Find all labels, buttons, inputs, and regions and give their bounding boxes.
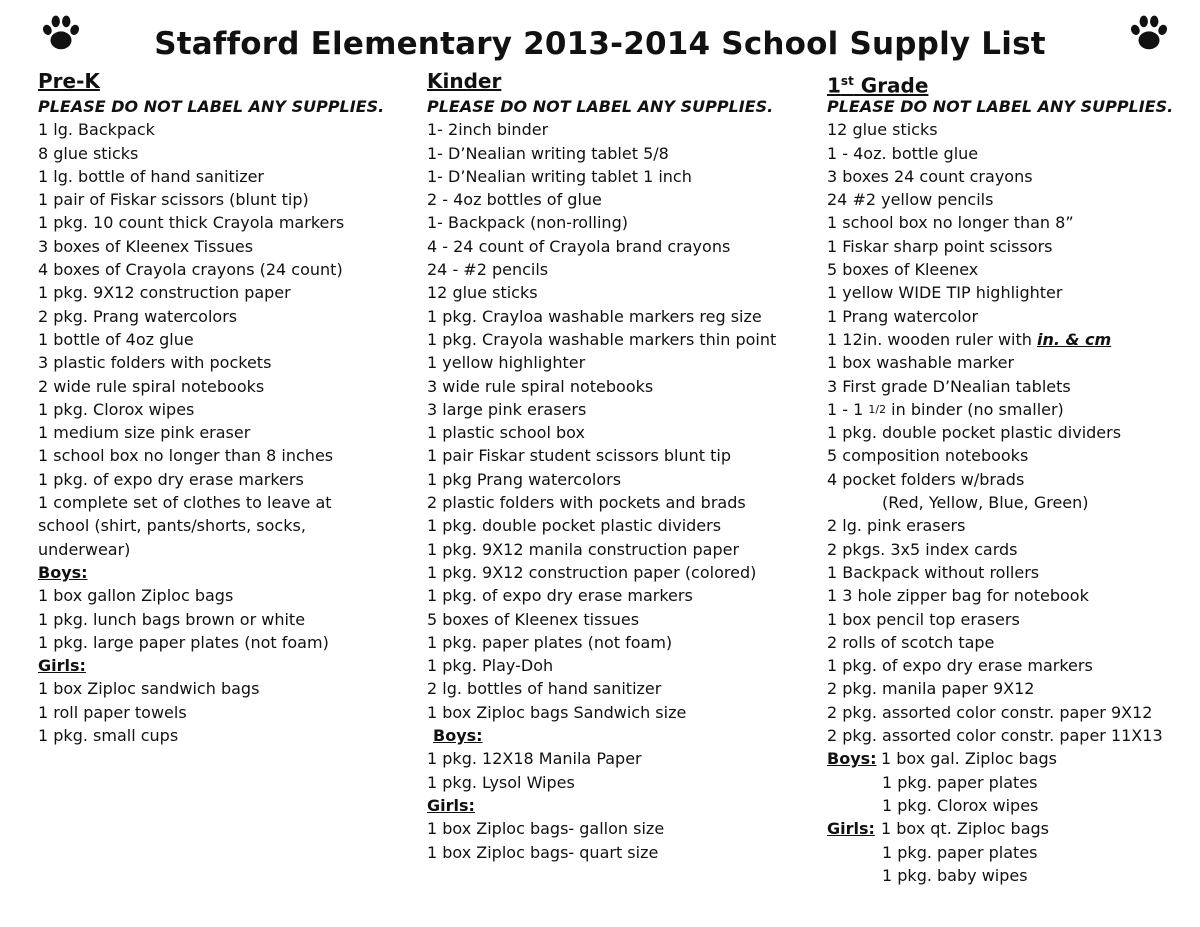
list-item: 2 pkgs. 3x5 index cards [827, 539, 1018, 559]
list-item: Girls: 1 box qt. Ziploc bags [827, 817, 1192, 840]
list-item: Boys: 1 box gal. Ziploc bags [827, 747, 1192, 770]
list-item: 1- D’Nealian writing tablet 1 inch [427, 166, 692, 186]
list-item: 1 pkg Prang watercolors [427, 469, 622, 489]
list-item: 1 pkg. of expo dry erase markers [427, 586, 693, 606]
list-item: 2 - 4oz bottles of glue [427, 190, 602, 210]
kinder-heading: Kinder [427, 69, 502, 93]
list-item: 1 pkg. 9X12 construction paper (colored) [427, 562, 757, 582]
list-item: 1 pkg. small cups [38, 726, 179, 746]
list-item: 1 pkg. 10 count thick Crayola markers [38, 213, 345, 233]
list-item: 1 school box no longer than 8 inches [38, 446, 334, 466]
list-item: 2 pkg. Prang watercolors [38, 306, 238, 326]
list-item: 1 lg. Backpack [38, 120, 155, 140]
list-item: 1- Backpack (non-rolling) [427, 213, 628, 233]
list-item: 1 pkg. paper plates [882, 842, 1038, 862]
list-item: 2 pkg. manila paper 9X12 [827, 679, 1035, 699]
list-item: 2 lg. bottles of hand sanitizer [427, 679, 662, 699]
list-item: 1 lg. bottle of hand sanitizer [38, 166, 265, 186]
list-item: 2 wide rule spiral notebooks [38, 376, 265, 396]
prek-girls-heading: Girls: [38, 656, 86, 676]
list-item: 1 pkg. Clorox wipes [38, 399, 195, 419]
list-item: 1 pkg. paper plates [882, 772, 1038, 792]
list-item: 5 boxes of Kleenex tissues [427, 609, 640, 629]
list-item: 12 glue sticks [827, 120, 938, 140]
list-item: 1 pair of Fiskar scissors (blunt tip) [38, 190, 309, 210]
list-item: 1 pkg. large paper plates (not foam) [38, 632, 329, 652]
list-item: 3 boxes of Kleenex Tissues [38, 236, 254, 256]
list-item: 1 complete set of clothes to leave at school (shirt, pants/shorts, socks, underwear) [38, 493, 332, 559]
list-item: 24 #2 yellow pencils [827, 190, 994, 210]
list-item: 1 pkg. double pocket plastic dividers [427, 516, 722, 536]
prek-column [38, 68, 398, 747]
list-item: 1 pkg. Clorox wipes [882, 795, 1039, 815]
list-item: 1 box Ziploc bags- quart size [427, 842, 659, 862]
list-item: 1 box Ziploc sandwich bags [38, 679, 260, 699]
list-item: 1 medium size pink eraser [38, 423, 251, 443]
list-item: 1 pkg. 12X18 Manila Paper [427, 749, 642, 769]
list-item: 1 bottle of 4oz glue [38, 329, 194, 349]
list-item: 1 pkg. lunch bags brown or white [38, 609, 306, 629]
list-item: 3 large pink erasers [427, 399, 587, 419]
list-item: 1 - 1 1/2 in binder (no smaller) [827, 399, 1064, 419]
list-item: 1 12in. wooden ruler with in. & cm [827, 329, 1112, 349]
list-item: 1 roll paper towels [38, 702, 187, 722]
list-item: 3 plastic folders with pockets [38, 353, 272, 373]
kinder-list [427, 118, 807, 724]
list-item: 1 pkg. paper plates (not foam) [427, 632, 673, 652]
list-item: 1 Prang watercolor [827, 306, 979, 326]
kinder-column [427, 68, 807, 864]
list-item: 1 box gallon Ziploc bags [38, 586, 234, 606]
list-item: 2 pkg. assorted color constr. paper 11X13 [827, 726, 1163, 746]
list-item: 1 pkg. baby wipes [882, 865, 1028, 885]
list-item: 1 box Ziploc bags Sandwich size [427, 702, 687, 722]
list-item: 1 school box no longer than 8” [827, 213, 1074, 233]
list-item: 1 box pencil top erasers [827, 609, 1020, 629]
list-item: 4 boxes of Crayola crayons (24 count) [38, 260, 343, 280]
list-item: 1 pkg. Lysol Wipes [427, 772, 575, 792]
list-item: 1 yellow WIDE TIP highlighter [827, 283, 1063, 303]
list-item: 1 3 hole zipper bag for notebook [827, 586, 1089, 606]
list-item: 1 pkg. Crayloa washable markers reg size [427, 306, 762, 326]
list-item: 1 - 4oz. bottle glue [827, 143, 979, 163]
list-item: 2 lg. pink erasers [827, 516, 966, 536]
list-item: 2 rolls of scotch tape [827, 632, 995, 652]
list-item: 8 glue sticks [38, 143, 139, 163]
first-grade-column [827, 68, 1192, 887]
list-item: 1 pkg. of expo dry erase markers [38, 469, 304, 489]
list-item: 3 wide rule spiral notebooks [427, 376, 654, 396]
list-item: 1 pair Fiskar student scissors blunt tip [427, 446, 732, 466]
list-item: 1 pkg. of expo dry erase markers [827, 656, 1093, 676]
list-item: 1 Backpack without rollers [827, 562, 1040, 582]
list-item: 1 box washable marker [827, 353, 1015, 373]
list-item: 2 pkg. assorted color constr. paper 9X12 [827, 702, 1153, 722]
list-item: 4 pocket folders w/brads [827, 469, 1025, 489]
list-item: 1- D’Nealian writing tablet 5/8 [427, 143, 669, 163]
page-title: Stafford Elementary 2013-2014 School Supply List [154, 26, 1046, 62]
list-item: 2 plastic folders with pockets and brads [427, 493, 746, 513]
list-item: 1- 2inch binder [427, 120, 549, 140]
list-item: 1 Fiskar sharp point scissors [827, 236, 1053, 256]
list-item: 12 glue sticks [427, 283, 538, 303]
prek-boys-heading: Boys: [38, 562, 88, 582]
prek-list [38, 118, 398, 561]
list-item: 1 pkg. 9X12 manila construction paper [427, 539, 740, 559]
list-item: 1 yellow highlighter [427, 353, 586, 373]
kinder-girls-heading: Girls: [427, 795, 475, 815]
list-item: 1 plastic school box [427, 423, 585, 443]
kinder-notice: PLEASE DO NOT LABEL ANY SUPPLIES. [427, 97, 774, 116]
list-item: 24 - #2 pencils [427, 260, 549, 280]
list-item: 5 boxes of Kleenex [827, 260, 979, 280]
list-item: 1 pkg. 9X12 construction paper [38, 283, 291, 303]
first-grade-girls-heading: Girls: [827, 819, 875, 839]
list-item: (Red, Yellow, Blue, Green) [882, 493, 1089, 513]
list-item: 4 - 24 count of Crayola brand crayons [427, 236, 731, 256]
list-item: 1 pkg. Play-Doh [427, 656, 554, 676]
prek-notice: PLEASE DO NOT LABEL ANY SUPPLIES. [38, 97, 385, 116]
list-item: 1 box Ziploc bags- gallon size [427, 819, 665, 839]
list-item: 1 pkg. double pocket plastic dividers [827, 423, 1122, 443]
list-item: 5 composition notebooks [827, 446, 1029, 466]
list-item: 3 First grade D’Nealian tablets [827, 376, 1071, 396]
first-grade-boys-heading: Boys: [827, 749, 877, 769]
kinder-boys-heading: Boys: [433, 726, 483, 746]
list-item: 3 boxes 24 count crayons [827, 166, 1033, 186]
first-grade-notice: PLEASE DO NOT LABEL ANY SUPPLIES. [827, 97, 1174, 116]
list-item: 1 pkg. Crayola washable markers thin point [427, 329, 777, 349]
first-grade-heading: 1st Grade [827, 73, 929, 98]
prek-heading: Pre-K [38, 69, 100, 93]
